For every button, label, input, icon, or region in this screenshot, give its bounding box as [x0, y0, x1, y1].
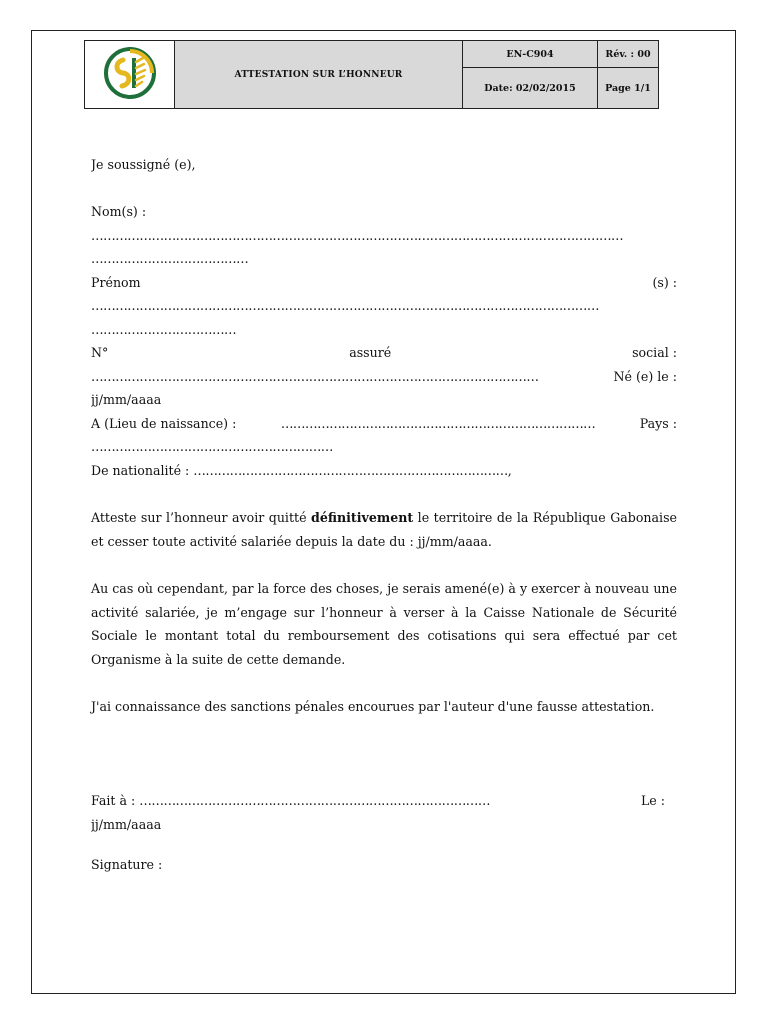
intro-text: Je soussigné (e), — [91, 157, 196, 172]
document-header — [84, 40, 659, 109]
p1-text: Atteste sur l’honneur avoir quitté — [91, 510, 312, 525]
fait-label: Fait à : — [91, 793, 136, 808]
lieu-row — [91, 412, 677, 436]
prenom-label: Prénom — [91, 274, 141, 290]
assure-dots-row — [91, 365, 677, 389]
assure-label-b: assuré — [349, 345, 392, 360]
p1-text-end: le territoire de la République Gabonaise et cesser toute activité salariée depuis la date du : jj/mm/aaaa. — [91, 510, 677, 549]
p1-emphasis: définitivement — [311, 510, 414, 525]
birth-date-field[interactable]: jj/mm/aaaa — [91, 392, 162, 407]
nationalite-row — [91, 459, 677, 483]
signature-label: Signature : — [91, 857, 163, 872]
assure-field[interactable]: ………………………………………………………………………………………………… — [91, 368, 539, 384]
le-date-field[interactable]: jj/mm/aaaa — [91, 816, 162, 832]
prenom-row — [91, 271, 677, 295]
fait-row — [91, 789, 677, 813]
paragraph-sanctions: J'ai connaissance des sanctions pénales encourues par l'auteur d'une fausse attestation. — [91, 699, 655, 714]
document-date: Date: 02/02/2015 — [463, 68, 598, 109]
assure-label-c: social : — [632, 345, 677, 360]
pays-label: Pays : — [639, 415, 677, 431]
paragraph-declaration — [91, 506, 677, 553]
prenom-suffix: (s) : — [652, 274, 677, 290]
le-label: Le : — [640, 793, 665, 808]
document-title: ATTESTATION SUR L’HONNEUR — [175, 41, 463, 109]
cnss-logo-icon — [103, 46, 157, 100]
lieu-label: A (Lieu de naissance) : — [91, 415, 237, 431]
prenom-field[interactable]: ……………………………………………………………………………………………………………… — [91, 298, 599, 313]
fait-field[interactable]: …………………………………………………………………………… — [139, 793, 490, 808]
document-revision: Rév. : 00 — [598, 41, 659, 68]
lieu-field[interactable]: …………………………………………………………………… — [280, 415, 596, 431]
nationalite-field[interactable]: ……………………………………………………………………, — [193, 462, 512, 478]
nationalite-label: De nationalité : — [91, 462, 190, 478]
prenom-field-continued[interactable]: ……………………………… — [91, 321, 237, 337]
assure-row — [91, 341, 677, 365]
logo-cell — [85, 41, 175, 109]
paragraph-engagement: Au cas où cependant, par la force des choses, je serais amené(e) à y exercer à nouveau une activité salariée, je m’engage sur l’honneur à verser à la Caisse Nationale de Sécurité Sociale le montant total du remboursement des cotisations qui sera effectué par cet Organisme à la suite de cette demande. — [91, 581, 677, 667]
document-code: EN-C904 — [463, 41, 598, 68]
assure-label-a: N° — [91, 345, 109, 360]
footer-section — [91, 789, 677, 877]
nom-field-continued[interactable]: ………………………………… — [91, 251, 249, 266]
ne-label: Né (e) le : — [613, 368, 677, 384]
nom-label: Nom(s) : — [91, 204, 147, 219]
page-number: Page 1/1 — [598, 68, 659, 109]
pays-field[interactable]: …………………………………………………… — [91, 439, 333, 454]
form-fields — [91, 153, 677, 482]
nom-field[interactable]: …………………………………………………………………………………………………………………… — [91, 227, 624, 243]
